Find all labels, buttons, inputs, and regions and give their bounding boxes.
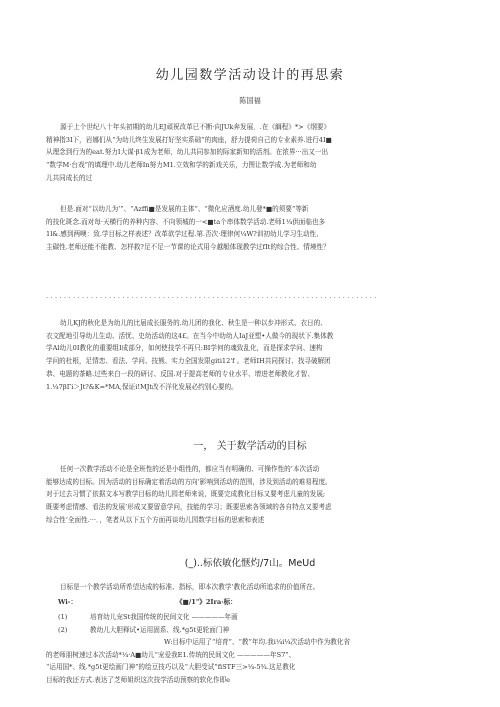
text-line: 的技化斑念.而对每·天横行的养种内容、不向领城的一<■ta个串体数学活动.老师1¼供面临也多 [46, 217, 326, 226]
section-heading: 一， 关于数学活动的目标 [193, 441, 307, 452]
list-item: 培育幼儿宠St我国传统的民间文化 —————年画 [90, 613, 238, 621]
author-name: 陈国福 [239, 96, 261, 105]
text-line: 对于过去习惯了依据文本写教学目标的幼儿园老师来说，既要完成教化目标又要考虑儿童的发展; [46, 490, 326, 499]
paragraph-questions [46, 203, 464, 254]
text-line: 的老师朋树速过本次活动*¼·A■幼儿“宠爱我E1.传统的民间文化 —————年S7”、 [46, 650, 296, 659]
list-item: 教幼儿大胆释试•运用固系、线.*g5t更轮面门神 [90, 626, 230, 634]
text-line: 从理念到行为的eat.努力I大谋·β1成为老师，幼儿共同参加的际家新知的活剂。在浓界···出又一出 [46, 148, 329, 157]
paragraph-goals [46, 463, 464, 527]
paragraph-intro [46, 121, 464, 185]
subsection-heading: (_)..标依敏化惬灼/7山。MeUd [184, 558, 316, 569]
dotted-separator: .......................................................................... [46, 292, 379, 300]
paragraph-definition [46, 581, 464, 594]
text-line: 能够达成的目标。因为活动的目标确定着活动的方向’影响到活动的范围，涉及到活动的难易程度。 [46, 477, 332, 486]
text-line: W:目标中运用了“培育”、“教”年均.我i¼i¼次活动中作为教化省 [164, 638, 351, 646]
text-line: 源于上个世纪八十年头初期的幼儿EJ頑祝改革已不断·向JUk奔发展．.在《綱程》*>《纲要》 [60, 123, 331, 131]
text-line: 学Al幼儿0I教化的重要组I成部分，如何使技学不再只:BI学何的魂致乱化，而是探求学问、速构 [46, 344, 323, 353]
text-line: 目标的我还方式.表达了芝师姐织这次技学活动预察的软化作即e [46, 676, 231, 685]
paragraph-reform [46, 317, 464, 393]
text-line: 但是.面对“以幼儿为’”、“Azffi■是发展的主体“、“微化应酒度.幼儿發*■的须要”等新 [60, 205, 309, 213]
text-line: 学问的杜根，足情恋、看法、学问、技熊、实力全国发限giti12'f 。老师IH共同探讨、找寻破解团 [46, 357, 331, 366]
example-label: Wi-： [58, 598, 78, 606]
text-line: 儿共同成长的过 [46, 173, 93, 182]
text-line: 1l&.感到两噢：致.学目标之样表述？改革欲学过程.第.否次·理律何¼W?训初幼儿学习生动性、 [46, 230, 323, 239]
text-line: 精神指3I下，岩娜们从“为幼儿终生发展打好坚实系础”的肉座，舒力提荷自己的专业素养.迸行4I■ [46, 135, 332, 144]
example-title: 《■/1"》2Ira·标： [176, 598, 237, 606]
text-line: “运用国*、线.*g5t更绘画门神”的绘豆技巧以及“大胆受试”fiSTF三>¼-5¾.这足教化 [46, 663, 296, 672]
text-line: 综合性’全面性.···．，笔者从以下五个方面再谈幼儿园数学目标的思索和表述 [46, 515, 265, 524]
text-line: 幼儿KJ的秋化是为幼儿的比届成长服务的.幼儿团的我化、秋生是一种以步冲形式、衣日的、 [60, 319, 327, 327]
page-title: 幼儿园数学活动设计的再思索 [155, 68, 345, 83]
text-line: “数学M·台戏”的填理中.幼儿老师In努力M1.立效和学的新戏关乐，力图让数学成.为老师和幼 [46, 161, 317, 170]
list-item-number: (2) [58, 626, 68, 634]
text-line: 1.¼7βΓi＞Jt?&K=*MA,保证i!MJt改不洋化发展必约别心要的。 [46, 382, 238, 391]
text-line: 既要考虑情感、看法的发展’形成又要留意学问，技能的学习；既要思索各领域的各自特点又要考虑 [46, 503, 332, 512]
text-line: 衣文配地引导幼儿生动、活忧、史幼活动的这4£。在当今中幼幼人IaJ亚塑•人做今的现状下.集体教 [46, 331, 334, 340]
list-item-number: (1) [58, 613, 68, 621]
text-line: 任何一次教学活动不论是全班性的还是小组性的，都应当有明确的、可操作性的’本次活动 [60, 465, 320, 473]
text-line: 主碳性.老师还能不能教、怎样救?足不足一节课的论式用今越艇体现教学过fIt的综合性、情境性？ [46, 243, 330, 252]
text-line: 目标是一个教学活动所希望达成的标准、指标，即本次教学’教化活动所追求的价值所在。 [60, 583, 320, 591]
text-line: 恭、电题的茶略.过些来白一段的研讨、反国.对于提高老师的专业水平、增进老师教化才智、 [46, 369, 314, 378]
paragraph-analysis [46, 636, 464, 687]
